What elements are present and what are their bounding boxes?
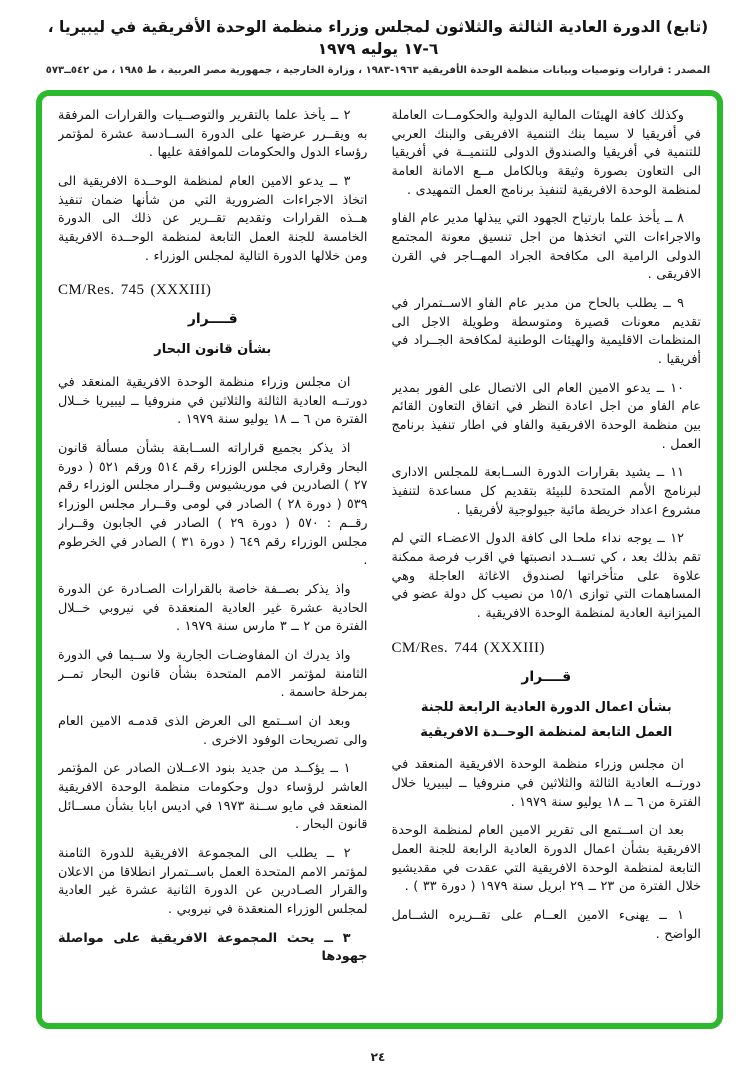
paragraph-aware-negotiations: واذ يدرك ان المفاوضـات الجارية ولا ســيما في الدورة الثامنة لمؤتمر الامم المتحدة بشأن قانون البحار تمــر بمرحلة حاسمة .: [58, 647, 368, 701]
paragraph-item-3: ٣ ــ يدعو الامين العام لمنظمة الوحــدة الافريقية الى اتخاذ الاجراءات الضرورية التي من شأنها ضمان تنفيذ هــذه القرارات وتقديم تقــرير عن ذلك الى الدورة الخامسة للجنة العمل التابعة لمنظمة الوحــدة الافريقية ومن خلالها الدورة التالية لمجلس الوزراء .: [58, 174, 368, 264]
column-right: [392, 107, 702, 1015]
document-title: (تابع) الدورة العادية الثالثة والثلاثون لمجلس وزراء منظمة الوحدة الأفريقية في ليبيريا ، ٦-١٧ يوليه ١٩٧٩: [47, 18, 709, 58]
paragraph-item-10: ١٠ ــ يدعو الامين العام الى الاتصال على الفور بمدير عام الفاو من اجل اعادة النظر في اتفاق التعاون القائم بين منظمة الوحدة الافريقية والفاو في اطار تنفيذ برنامج العمل .: [391, 380, 701, 452]
page-header: [0, 0, 756, 76]
column-left: [58, 107, 368, 1015]
page-number: ٢٤: [370, 1050, 386, 1064]
document-source-line: المصدر : قرارات وتوصيات وبيانات منظمة الوحدة الأفريقية ١٩٦٣-١٩٨٣ ، وزارة الخارجية ، جمهورية مصر العربية ، ط ١٩٨٥ ، من ٥٤٢ــ٥٧٣: [45, 65, 711, 77]
resolution-heading-744: قــــرار: [521, 668, 572, 685]
paragraph-item-2-745: ٢ ــ يطلب الى المجموعة الافريقية للدورة الثامنة لمؤتمر الامم المتحدة العمل باســتمرار انطلاقا من الاعلان والقرار الصـادرين عن الدورة الثانية عشرة غير العادية لمجلس الوزراء المنعقدة في نيروبي .: [58, 845, 368, 917]
resolution-heading-745: قــــرار: [187, 311, 238, 328]
paragraph-preamble-745: ان مجلس وزراء منظمة الوحدة الافريقية المنعقد في دورتــه العادية الثالثة والثلاثين في منروفيا ــ ليبيريا خــلال الفترة من ٦ ــ ١٨ يوليو سنة ١٩٧٩ .: [58, 375, 368, 428]
paragraph-item-1-744: ١ ــ يهنىء الامين العــام على تقــريره الشــامل الواضح .: [391, 908, 701, 942]
paragraph-item-11: ١١ ــ يشيد بقرارات الدورة الســابعة للمجلس الادارى لبرنامج الأمم المتحدة للبيئة بتقديم كل مساعدة لتنفيذ مشروع اعداد خريطة مائية جيولوجية لأفريقيا .: [391, 465, 701, 518]
paragraph-item-2: ٢ ــ يأخذ علما بالتقرير والتوصــيات والقرارات المرفقة به ويقــرر عرضها على الدورة الســادسة عشرة لمؤتمر رؤساء الدول والحكومات للموافقة عليها .: [58, 108, 368, 161]
paragraph-continuation: وكذلك كافة الهيئات المالية الدولية والحكومــات العاملة في أفريقيا لا سيما بنك التنمية الافريقى والبنك العربي للتنمية في أفريقيا والصندوق الدولى للتنميــة في أفريقيا الى التعاون بصورة وثيقة وبالكامل مــع الامانة العامة لمنظمة الوحدة الافريقية لتنفيذ برنامج العمل التمهيدى .: [391, 108, 701, 198]
paragraph-item-8: ٨ ــ يأخذ علما بارتياح الجهود التي يبذلها مدير عام الفاو والاجراءات التي اتخذها من اجل تنسيق معونة المجتمع الدولى الرامية الى مكافحة الجراد المهــاجر في القرن الافريقى .: [391, 211, 701, 283]
paragraph-preamble-744-2: بعد ان اســتمع الى تقرير الامين العام لمنظمة الوحدة الافريقية بشأن اعمال الدورة العادية الرابعة للجنة العمل التابعة لمنظمة الوحدة الافريقية التي عقدت في مقديشيو خلال الفترة من ٢٣ ــ ٢٩ ابريل سنة ١٩٧٩ ( دورة ٣٣ ) .: [391, 823, 701, 895]
paragraph-item-9: ٩ ــ يطلب بالحاح من مدير عام الفاو الاســتمرار في تقديم معونات قصيرة ومتوسطة وطويلة الاجل الى المنظمات الاقليمية والهيئات الوطنية لمكافحة الجــراد في أفريقيا .: [391, 296, 701, 368]
resolution-subject-745: بشأن قانون البحار: [154, 342, 272, 358]
paragraph-recall-resolutions: اذ يذكر بجميع قراراته الســابقة بشأن مسألة قانون البحار وقرارى مجلس الوزراء رقم ٥١٤ ورقم ٥٢١ ( دورة ٢٧ ) الصادرين في موريشيوس وقــرار مجلس الوزراء رقم ٥٣٩ ( دورة ٢٨ ) الصادر في لومى وقــرار مجلس الوزراء رقــم : ٥٧٠ ( دورة ٢٩ ) الصادر في الجابون وقــرار مجلس الوزراء رقم ٦٤٩ ( دورة ٣١ ) الصادر في الخرطوم .: [58, 441, 368, 569]
paragraph-recall-nairobi: واذ يذكر بصــفة خاصة بالقرارات الصـادرة عن الدورة الحادية عشرة غير العادية المنعقدة في نيروبي خــلال الفترة من ٢ ــ ٣ مارس سنة ١٩٧٩ .: [58, 581, 368, 635]
two-column-layout: [58, 107, 701, 1015]
paragraph-item-3-745: ٣ ــ يحث المجموعة الافريقية على مواصلة جهودها: [58, 930, 368, 965]
paragraph-preamble-744: ان مجلس وزراء منظمة الوحدة الافريقية المنعقد في دورتــه العادية الثالثة والثلاثين في منروفيا ــ ليبيريا خلال الفترة من ٦ ــ ١٨ يوليو سنة ١٩٧٩ .: [391, 757, 701, 810]
paragraph-item-1-745: ١ ــ يؤكــد من جديد بنود الاعــلان الصادر عن المؤتمر العاشر لرؤساء دول وحكومات منظمة الوحدة الافريقية المنعقد في مايو ســنة ١٩٧٣ في اديس ابابا بشأن مســائل قانون البحار .: [58, 761, 368, 833]
resolution-ref-744: CM/Res. 744 (XXXIII): [391, 639, 545, 656]
green-bordered-content-box: [36, 90, 723, 1029]
page-footer: [0, 1050, 756, 1064]
resolution-subject-744-line2: العمل التابعة لمنظمة الوحــدة الافريقية: [420, 724, 673, 740]
resolution-subject-744-line1: بشأن اعمال الدورة العادية الرابعة للجنة: [420, 699, 672, 715]
paragraph-item-12: ١٢ ــ يوجه نداء ملحا الى كافة الدول الاعضـاء التي لم تقم بذلك بعد ، كي تســدد انصبتها في اقرب فرصة ممكنة علاوة على متأخراتها لصندوق الاغاثة العاجلة وهي المساهمات التي توازى ١٥/١ من نصيب كل دولة عضو في الميزانية العادية لمنظمة الوحدة الافريقية .: [391, 531, 701, 622]
paragraph-heard-statement: وبعد ان اســتمع الى العرض الذى قدمـه الامين العام والى تصريحات الوفود الاخرى .: [58, 713, 368, 748]
resolution-ref-745: CM/Res. 745 (XXXIII): [58, 282, 212, 299]
